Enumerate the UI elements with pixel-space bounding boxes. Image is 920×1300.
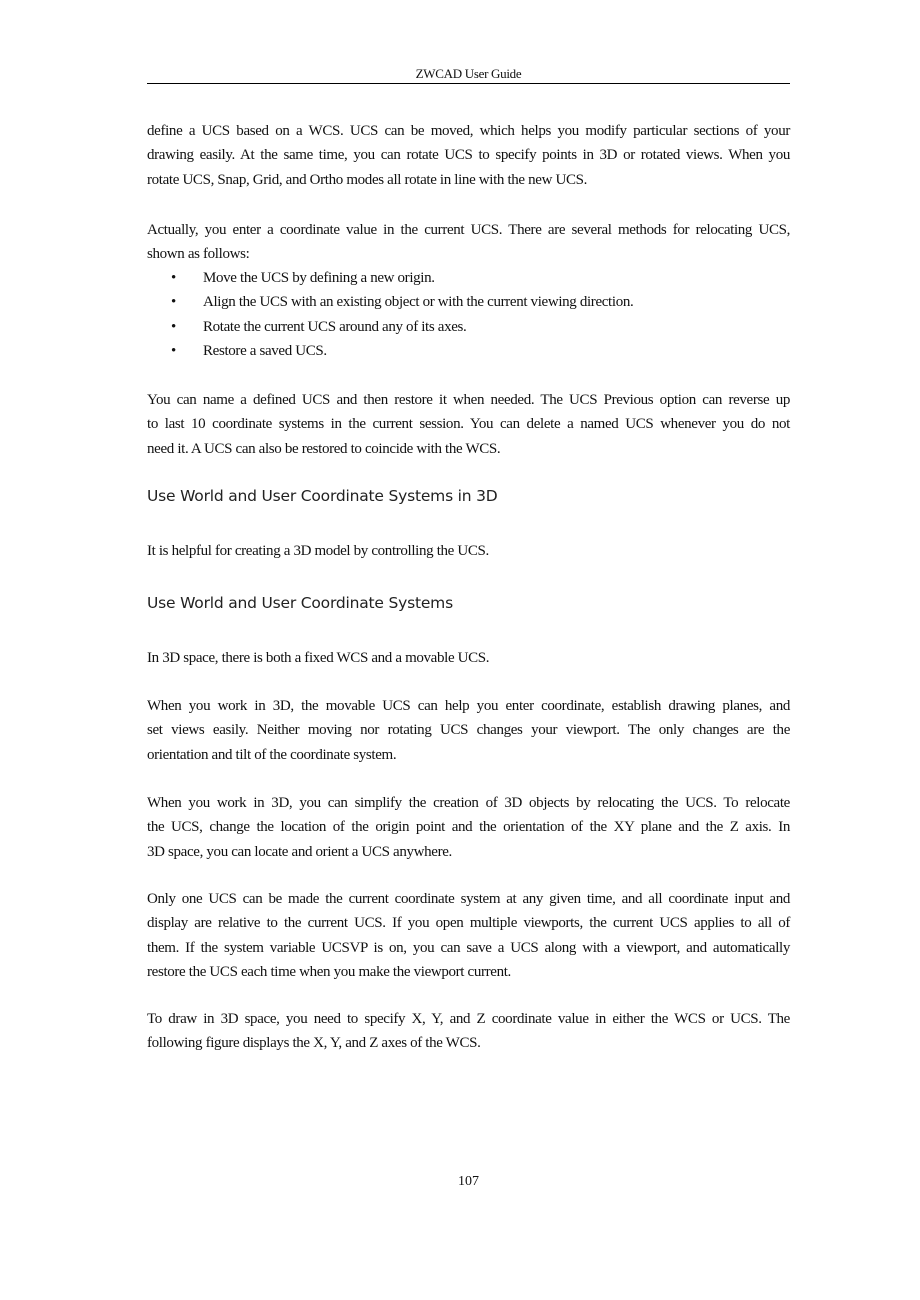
bullet-list (147, 266, 790, 364)
list-item-text: Align the UCS with an existing object or with the current viewing direction. (203, 294, 634, 311)
paragraph (147, 791, 790, 864)
bullet-icon: • (171, 343, 176, 360)
paragraph (147, 694, 790, 767)
list-item (147, 266, 790, 290)
list-item-text: Rotate the current UCS around any of its axes. (203, 318, 467, 335)
paragraph (147, 388, 790, 461)
text-line: You can name a defined UCS and then restore it when needed. The UCS Previous option can reverse up (147, 392, 790, 408)
text-line: To draw in 3D space, you need to specify X, Y, and Z coordinate value in either the WCS or UCS. The (147, 1011, 790, 1027)
text-line: 3D space, you can locate and orient a UCS anywhere. (147, 843, 452, 860)
text-line: the UCS, change the location of the origin point and the orientation of the XY plane and the Z axis. In (147, 819, 790, 836)
text-line: set views easily. Neither moving nor rotating UCS changes your viewport. The only changes are the (147, 722, 790, 739)
text-line: them. If the system variable UCSVP is on, you can save a UCS along with a viewport, and automatically (147, 939, 790, 956)
text-line: When you work in 3D, the movable UCS can help you enter coordinate, establish drawing planes, and (147, 698, 790, 714)
text-line: to last 10 coordinate systems in the current session. You can delete a named UCS whenever you do not (147, 416, 790, 433)
text-line: shown as follows: (147, 246, 250, 263)
text-line: In 3D space, there is both a fixed WCS and a movable UCS. (147, 650, 490, 666)
text-line: It is helpful for creating a 3D model by controlling the UCS. (147, 543, 489, 559)
text-line: orientation and tilt of the coordinate system. (147, 746, 397, 763)
list-item (147, 315, 790, 339)
text-line: Actually, you enter a coordinate value in the current UCS. There are several methods for relocating UCS, (147, 222, 790, 238)
paragraph (147, 1007, 790, 1056)
list-item-text: Move the UCS by defining a new origin. (203, 270, 435, 286)
text-line: When you work in 3D, you can simplify the creation of 3D objects by relocating the UCS. To relocate (147, 795, 790, 811)
text-line: drawing easily. At the same time, you can rotate UCS to specify points in 3D or rotated views. When you (147, 147, 790, 164)
bullet-icon: • (171, 270, 176, 286)
paragraph (147, 119, 790, 192)
text-line: Only one UCS can be made the current coordinate system at any given time, and all coordinate input and (147, 891, 790, 907)
section-heading: Use World and User Coordinate Systems in 3D (147, 487, 498, 505)
text-line: define a UCS based on a WCS. UCS can be moved, which helps you modify particular sections of your (147, 123, 790, 139)
bullet-icon: • (171, 318, 176, 335)
paragraph (147, 539, 790, 563)
running-header: ZWCAD User Guide (415, 66, 522, 81)
text-line: restore the UCS each time when you make the viewport current. (147, 964, 511, 981)
text-line: display are relative to the current UCS. If you open multiple viewports, the current UCS applies to all of (147, 915, 790, 932)
section-heading: Use World and User Coordinate Systems (147, 594, 453, 612)
bullet-icon: • (171, 294, 176, 311)
text-line: need it. A UCS can also be restored to coincide with the WCS. (147, 440, 501, 457)
text-line: following figure displays the X, Y, and Z axes of the WCS. (147, 1035, 481, 1052)
list-item (147, 339, 790, 363)
paragraph (147, 646, 790, 670)
paragraph (147, 887, 790, 985)
list-item (147, 290, 790, 314)
page-number: 107 (458, 1174, 479, 1189)
paragraph (147, 218, 790, 267)
list-item-text: Restore a saved UCS. (203, 343, 327, 360)
header-rule (147, 83, 790, 84)
text-line: rotate UCS, Snap, Grid, and Ortho modes all rotate in line with the new UCS. (147, 171, 587, 188)
